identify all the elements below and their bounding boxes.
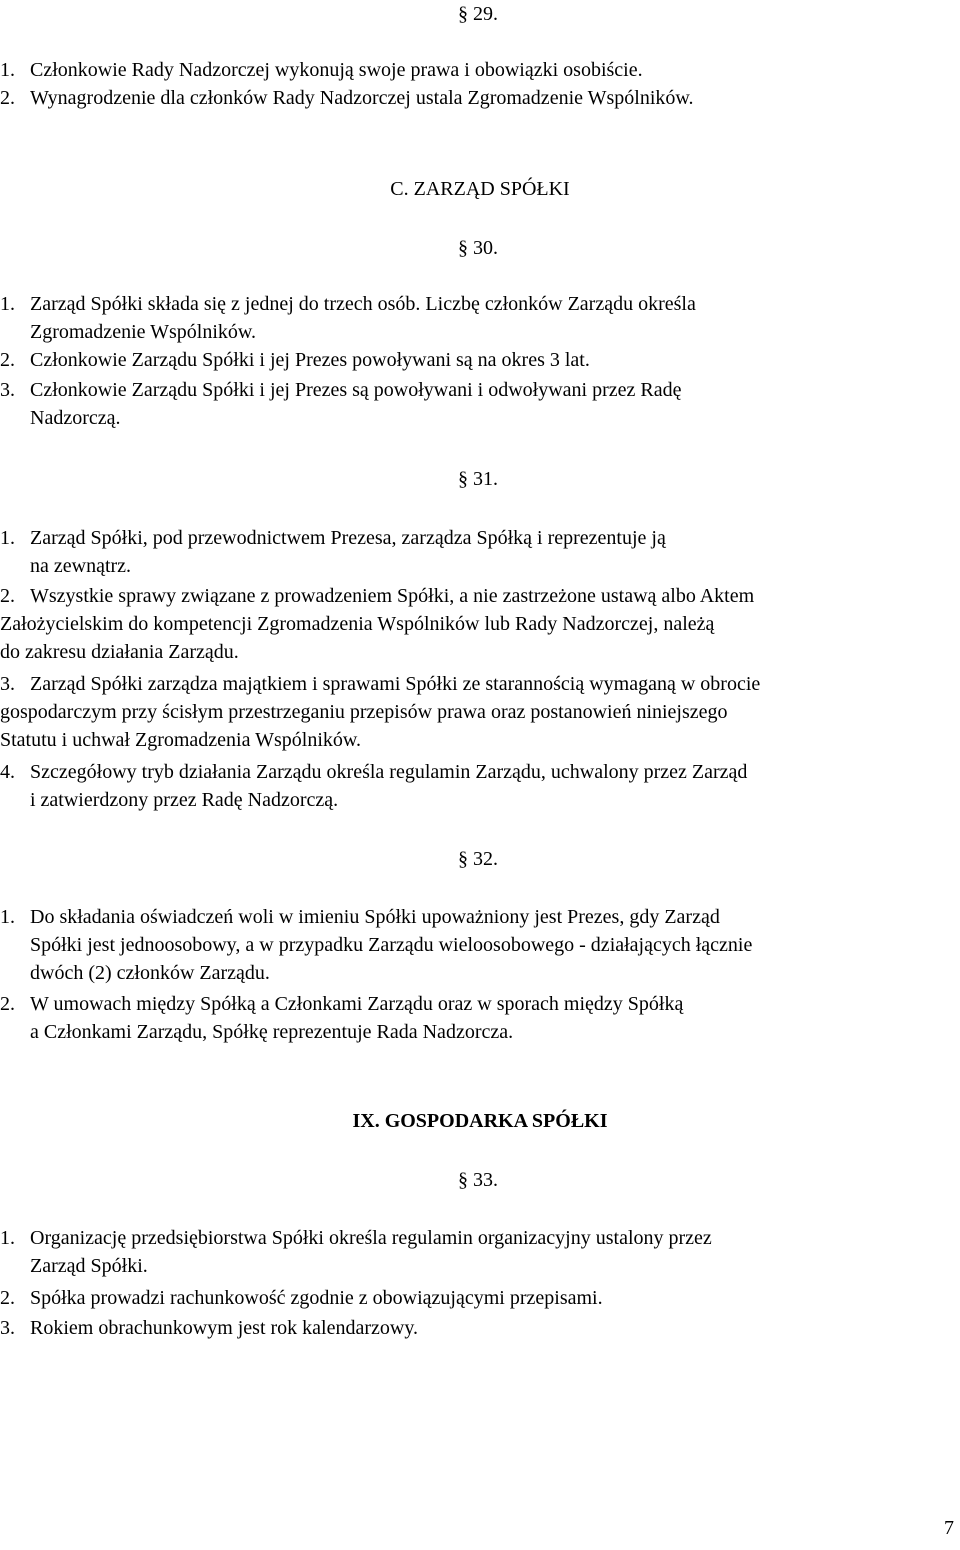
list-item — [0, 1284, 960, 1312]
list-item — [0, 670, 960, 754]
item-text: dwóch (2) członków Zarządu. — [30, 962, 270, 984]
item-number: 3. — [0, 1317, 15, 1339]
item-text: Założycielskim do kompetencji Zgromadzenia Wspólników lub Rady Nadzorczej, należą — [0, 613, 715, 635]
item-text: Zgromadzenie Wspólników. — [30, 321, 257, 343]
item-number: 4. — [0, 761, 15, 783]
list-item — [0, 84, 960, 112]
item-number: 1. — [0, 59, 15, 81]
item-number: 3. — [0, 673, 15, 695]
section-number: 29. — [473, 3, 498, 25]
item-number: 1. — [0, 906, 15, 928]
item-text: Spółki jest jednoosobowy, a w przypadku Zarządu wieloosobowego - działających łącznie — [30, 934, 753, 956]
section-heading: C. ZARZĄD SPÓŁKI — [390, 178, 570, 200]
list-item — [0, 524, 960, 580]
list-item — [0, 376, 960, 432]
section-sign: § — [458, 848, 468, 870]
item-text: Członkowie Zarządu Spółki i jej Prezes są powoływani i odwoływani przez Radę — [30, 379, 682, 401]
section-sign: § — [458, 237, 468, 259]
item-text: Nadzorczą. — [30, 407, 121, 429]
list-item — [0, 903, 960, 987]
item-text: Członkowie Rady Nadzorczej wykonują swoje prawa i obowiązki osobiście. — [30, 59, 643, 81]
section-mark-33 — [458, 1166, 498, 1194]
page-number: 7 — [944, 1517, 954, 1539]
chapter-heading: IX. GOSPODARKA SPÓŁKI — [352, 1110, 608, 1132]
item-number: 3. — [0, 379, 15, 401]
item-number: 2. — [0, 349, 15, 371]
section-mark-29 — [458, 0, 498, 28]
list-item — [0, 582, 960, 666]
item-text: W umowach między Spółką a Członkami Zarządu oraz w sporach między Spółką — [30, 993, 684, 1015]
item-number: 2. — [0, 87, 15, 109]
list-item — [0, 1314, 960, 1342]
section-mark-32 — [458, 845, 498, 873]
list-item — [0, 290, 960, 346]
section-number: 32. — [473, 848, 498, 870]
item-number: 1. — [0, 293, 15, 315]
item-text: Rokiem obrachunkowym jest rok kalendarzowy. — [30, 1317, 419, 1339]
item-text: Statutu i uchwał Zgromadzenia Wspólników. — [0, 729, 362, 751]
list-item — [0, 990, 960, 1046]
item-number: 2. — [0, 1287, 15, 1309]
item-text: Zarząd Spółki zarządza majątkiem i sprawami Spółki ze starannością wymaganą w obrocie — [30, 673, 761, 695]
section-number: 30. — [473, 237, 498, 259]
list-item — [0, 1224, 960, 1280]
item-text: Zarząd Spółki. — [30, 1255, 148, 1277]
item-text: do zakresu działania Zarządu. — [0, 641, 239, 663]
item-number: 1. — [0, 527, 15, 549]
section-number: 31. — [473, 468, 498, 490]
item-text: Wszystkie sprawy związane z prowadzeniem Spółki, a nie zastrzeżone ustawą albo Aktem — [30, 585, 755, 607]
item-text: a Członkami Zarządu, Spółkę reprezentuje Rada Nadzorcza. — [30, 1021, 514, 1043]
section-number: 33. — [473, 1169, 498, 1191]
item-number: 2. — [0, 585, 15, 607]
item-text: na zewnątrz. — [30, 555, 132, 577]
item-text: gospodarczym przy ścisłym przestrzeganiu przepisów prawa oraz postanowień niniejszego — [0, 701, 728, 723]
item-text: Do składania oświadczeń woli w imieniu Spółki upoważniony jest Prezes, gdy Zarząd — [30, 906, 720, 928]
item-text: Organizację przedsiębiorstwa Spółki określa regulamin organizacyjny ustalony przez — [30, 1227, 712, 1249]
section-sign: § — [458, 1169, 468, 1191]
item-text: i zatwierdzony przez Radę Nadzorczą. — [30, 789, 339, 811]
item-number: 1. — [0, 1227, 15, 1249]
section-mark-31 — [458, 465, 498, 493]
item-text: Członkowie Zarządu Spółki i jej Prezes powoływani są na okres 3 lat. — [30, 349, 590, 371]
section-sign: § — [458, 3, 468, 25]
item-text: Zarząd Spółki, pod przewodnictwem Prezesa, zarządza Spółką i reprezentuje ją — [30, 527, 666, 549]
section-sign: § — [458, 468, 468, 490]
item-text: Spółka prowadzi rachunkowość zgodnie z obowiązującymi przepisami. — [30, 1287, 603, 1309]
list-item — [0, 758, 960, 814]
item-number: 2. — [0, 993, 15, 1015]
list-item — [0, 56, 960, 84]
section-mark-30 — [458, 234, 498, 262]
item-text: Zarząd Spółki składa się z jednej do trzech osób. Liczbę członków Zarządu określa — [30, 293, 696, 315]
list-item — [0, 346, 960, 374]
item-text: Szczegółowy tryb działania Zarządu określa regulamin Zarządu, uchwalony przez Zarząd — [30, 761, 748, 783]
item-text: Wynagrodzenie dla członków Rady Nadzorczej ustala Zgromadzenie Wspólników. — [30, 87, 694, 109]
